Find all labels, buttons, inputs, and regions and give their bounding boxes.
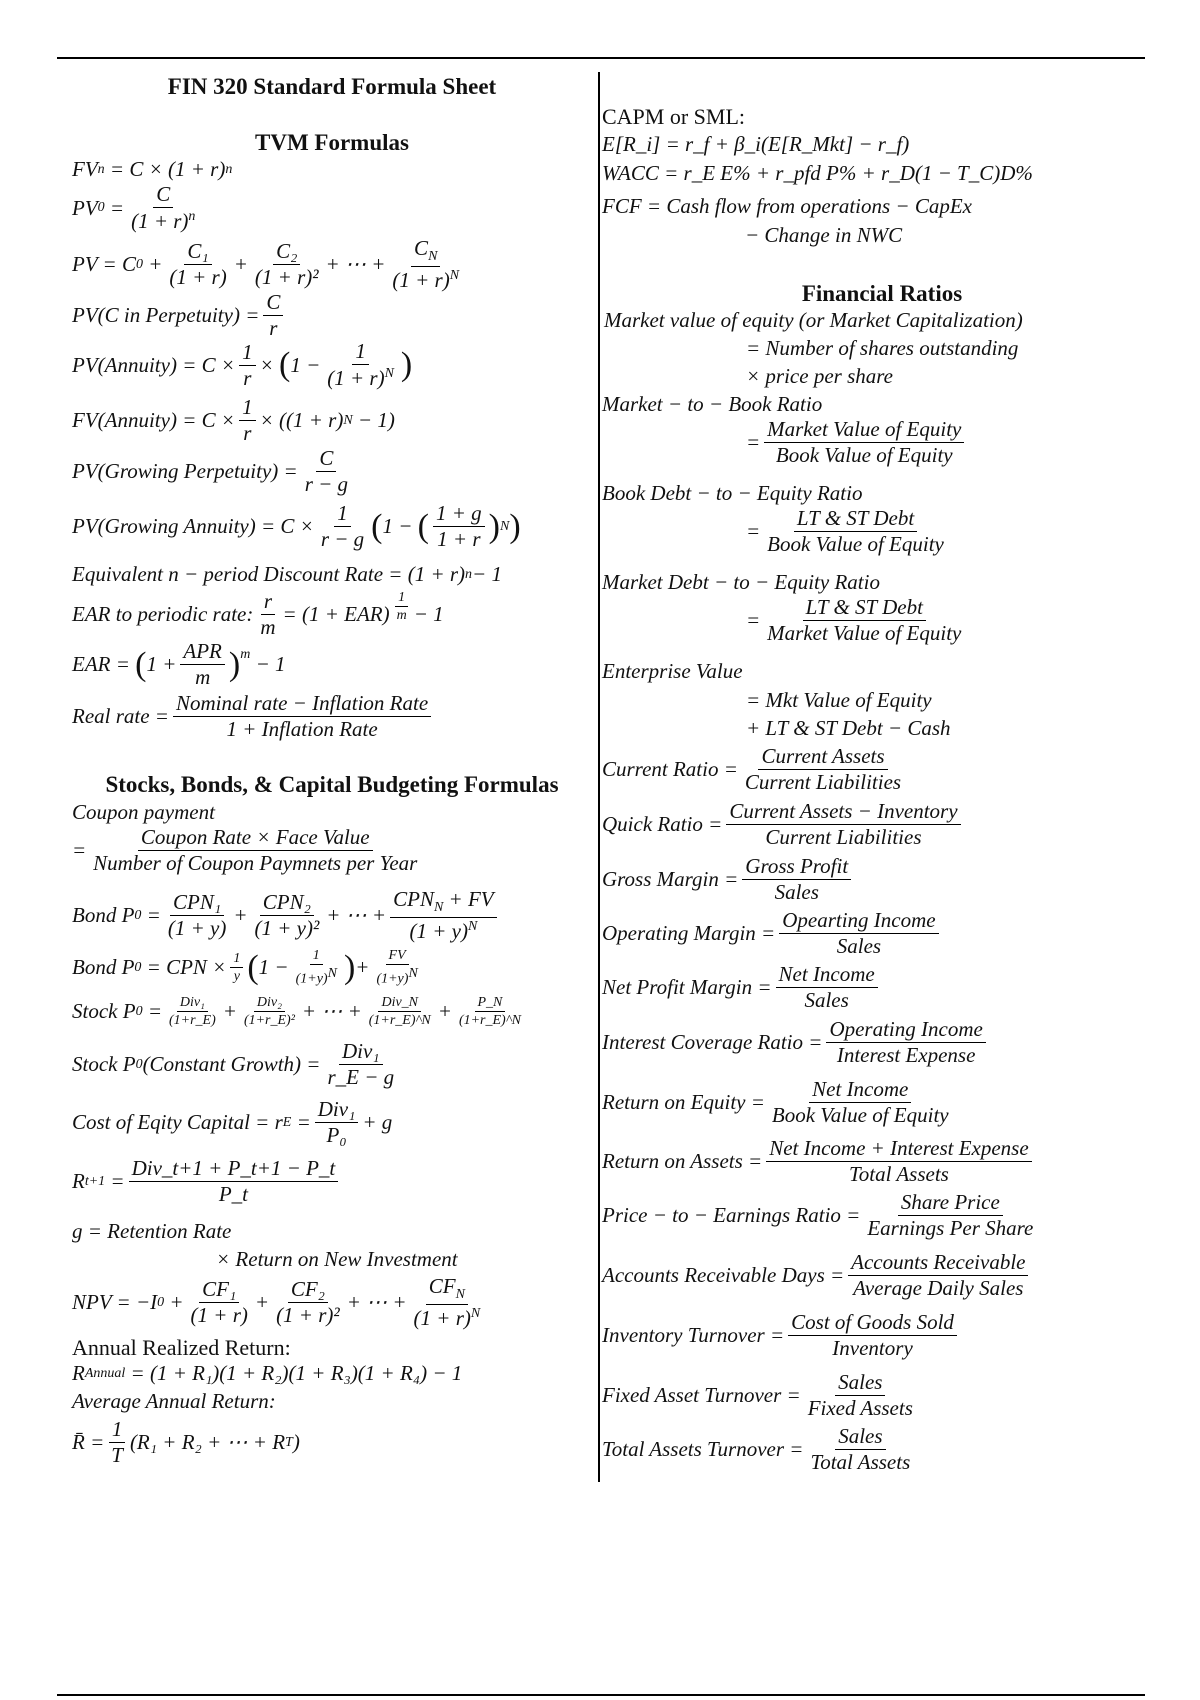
formula-return-on-equity: Return on Equity = $\frac{\text{Net Income}}{\text{Book Value of Equity}}$ bbox=[602, 1077, 949, 1128]
formula-perpetuity: PV(C in Perpetuity) = $\frac{C}{r}$ bbox=[72, 291, 287, 340]
enterprise-value-label: Enterprise Value bbox=[602, 659, 743, 683]
formula-market-to-book: = $\frac{\text{Market Value of Equity}}{\text{Book Value of Equity}}$ bbox=[746, 418, 968, 467]
formula-gross-margin: Gross Margin = $\frac{\text{Gross Profit}}{\text{Sales}}$ bbox=[602, 855, 855, 904]
formula-wacc: WACC = r_E E% + r_pfd P% + r_D(1 − T_C)D% bbox=[602, 161, 1033, 185]
formula-real-rate: Real rate = $\frac{\text{Nominal rate − Inflation Rate}}{\text{1 + Inflation Rate}}$ bbox=[72, 692, 435, 741]
section-heading-ratios: Financial Ratios bbox=[801, 281, 963, 306]
formula-growth-line2: × Return on New Investment bbox=[216, 1247, 458, 1271]
formula-coupon-label: Coupon payment bbox=[72, 800, 215, 824]
formula-return: R t+1 = $\frac{\text{Div\_t+1 + P\_t+1 − P\_t}}{P\_t}$ bbox=[72, 1157, 342, 1206]
formula-net-profit-margin: Net Profit Margin = $\frac{\text{Net Income}}{\text{Sales}}$ bbox=[602, 963, 882, 1012]
formula-fcf-line1: FCF = Cash flow from operations − CapEx bbox=[602, 194, 972, 218]
formula-growth-line1: g = Retention Rate bbox=[72, 1219, 232, 1243]
bottom-rule bbox=[57, 1694, 1145, 1696]
formula-stock-constant-growth: Stock P 0 (Constant Growth) = $\frac{\text{Div₁}}{r\_E - g}$ bbox=[72, 1039, 395, 1090]
book-debt-equity-label: Book Debt − to − Equity Ratio bbox=[602, 481, 863, 505]
formula-equivalent-rate: Equivalent n − period Discount Rate = (1 + r) n − 1 bbox=[72, 562, 502, 586]
formula-price-to-earnings: Price − to − Earnings Ratio = $\frac{\text{Share Price}}{\text{Earnings Per Share}}$ bbox=[602, 1190, 1034, 1241]
formula-interest-coverage: Interest Coverage Ratio = $\frac{\text{Operating Income}}{\text{Interest Expense}}$ bbox=[602, 1018, 990, 1067]
formula-bond-annuity: Bond P 0 = CPN × $\frac{1}{y}$ ( 1 − $\frac{1}{(1+y)^N}$ ) + $\frac{FV}{(1+y)^N}$ bbox=[72, 948, 418, 988]
formula-accounts-receivable-days: Accounts Receivable Days = $\frac{\text{Accounts Receivable}}{\text{Average Daily Sales}}$ bbox=[602, 1251, 1032, 1300]
formula-ear-periodic: EAR to periodic rate: $\frac{r}{m}$ = (1 + EAR) $\frac{1}{m}$ − 1 bbox=[72, 589, 444, 640]
annual-return-label: Annual Realized Return: bbox=[72, 1335, 291, 1360]
formula-total-assets-turnover: Total Assets Turnover = $\frac{\text{Sales}}{\text{Total Assets}}$ bbox=[602, 1424, 911, 1475]
formula-enterprise-value-line1: = Mkt Value of Equity bbox=[746, 688, 932, 712]
formula-book-debt-equity: = $\frac{\text{LT \& ST Debt}}{\text{Book Value of Equity}}$ bbox=[746, 506, 944, 557]
market-to-book-label: Market − to − Book Ratio bbox=[602, 392, 823, 416]
formula-operating-margin: Operating Margin = $\frac{\text{Opearting Income}}{\text{Sales}}$ bbox=[602, 909, 943, 958]
formula-annuity-pv: PV(Annuity) = C × $\frac{1}{r}$ × ( 1 − $\frac{1}{(1 + r)^N}$ ) bbox=[72, 339, 413, 391]
formula-npv: NPV = −I 0 + $\frac{\text{CF₁}}{(1 + r)}$ + $\frac{\text{CF₂}}{\text{(1 + r)²}}$ + ⋯ + $\frac{CF_N}{(1 + r)^N}$ bbox=[72, 1274, 481, 1330]
formula-inventory-turnover: Inventory Turnover = $\frac{\text{Cost of Goods Sold}}{\text{Inventory}}$ bbox=[602, 1311, 961, 1360]
formula-annuity-fv: FV(Annuity) = C × $\frac{1}{r}$ × ((1 + r) N − 1) bbox=[72, 395, 395, 446]
formula-growing-annuity: PV(Growing Annuity) = C × $\frac{1}{r - g}$ ( 1 − ( $\frac{1 + g}{1 + r}$ ) N ) bbox=[72, 501, 521, 552]
section-heading-stocks: Stocks, Bonds, & Capital Budgeting Formulas bbox=[105, 772, 559, 797]
formula-coupon: = $\frac{\text{Coupon Rate × Face Value}}{\text{Number of Coupon Paymnets per Year}}$ bbox=[72, 825, 418, 876]
formula-market-value-line1: Market value of equity (or Market Capitalization) bbox=[604, 308, 1023, 332]
market-debt-equity-label: Market Debt − to − Equity Ratio bbox=[602, 570, 880, 594]
formula-market-value-line3: × price per share bbox=[746, 364, 893, 388]
formula-average-return: R̄ = $\frac{1}{T}$ (R₁ + R₂ + ⋯ + R T ) bbox=[72, 1417, 300, 1468]
top-rule bbox=[57, 57, 1145, 59]
capm-label: CAPM or SML: bbox=[602, 104, 746, 129]
formula-bond-sum: Bond P 0 = $\frac{\text{CPN₁}}{(1 + y)}$ + $\frac{\text{CPN₂}}{\text{(1 + y)²}}$ + ⋯ + $\frac{CPN_N + FV}{(1 + y)^N}$ bbox=[72, 888, 501, 943]
formula-pv0: PV 0 = $\frac{C}{(1 + r)^n}$ bbox=[72, 182, 196, 234]
section-heading-tvm: TVM Formulas bbox=[255, 130, 409, 155]
formula-annual-return: R Annual = (1 + R₁)(1 + R₂)(1 + R₃)(1 + R₄) − 1 bbox=[72, 1361, 463, 1385]
column-divider bbox=[598, 72, 600, 1482]
formula-current-ratio: Current Ratio = $\frac{\text{Current Assets}}{\text{Current Liabilities}}$ bbox=[602, 744, 902, 795]
formula-fixed-asset-turnover: Fixed Asset Turnover = $\frac{\text{Sales}}{\text{Fixed Assets}}$ bbox=[602, 1370, 913, 1421]
formula-stock-sum: Stock P 0 = $\frac{\text{Div₁}}{(1+r\_E)}$ + $\frac{\text{Div₂}}{\text{(1+r\_E)²}}$ + ⋯ + $\frac{\text{Div\_N}}{(1+r\_E)\^{}N}$ + $\frac{P\_N}{(1+r\_E)\^{}N}$ bbox=[72, 995, 521, 1029]
formula-capm: E[R_i] = r_f + β_i(E[R_Mkt] − r_f) bbox=[602, 132, 910, 156]
formula-market-value-line2: = Number of shares outstanding bbox=[746, 336, 1019, 360]
formula-ear: EAR = ( 1 + $\frac{\text{APR}}{m}$ ) $^m$ − 1 bbox=[72, 639, 286, 690]
page-title: FIN 320 Standard Formula Sheet bbox=[167, 74, 497, 99]
formula-quick-ratio: Quick Ratio = $\frac{\text{Current Assets − Inventory}}{\text{Current Liabilities}}$ bbox=[602, 800, 965, 849]
formula-pv-sum: PV = C 0 + $\frac{\text{C₁}}{(1 + r)}$ + $\frac{\text{C₂}}{\text{(1 + r)²}}$ + ⋯ + $\frac{C_N}{(1 + r)^N}$ bbox=[72, 236, 460, 292]
formula-fv: FV n = C × (1 + r) n bbox=[72, 157, 233, 181]
formula-fcf-line2: − Change in NWC bbox=[745, 223, 903, 247]
formula-market-debt-equity: = $\frac{\text{LT \& ST Debt}}{\text{Market Value of Equity}}$ bbox=[746, 595, 962, 646]
formula-enterprise-value-line2: + LT & ST Debt − Cash bbox=[746, 716, 951, 740]
formula-cost-of-equity: Cost of Eqity Capital = r E = $\frac{\text{Div₁}}{\text{P₀}}$ + g bbox=[72, 1097, 393, 1148]
average-return-label: Average Annual Return: bbox=[72, 1389, 276, 1413]
formula-growing-perpetuity: PV(Growing Perpetuity) = $\frac{C}{r - g}$ bbox=[72, 446, 349, 497]
formula-return-on-assets: Return on Assets = $\frac{\text{Net Income + Interest Expense}}{\text{Total Assets}}$ bbox=[602, 1137, 1036, 1186]
